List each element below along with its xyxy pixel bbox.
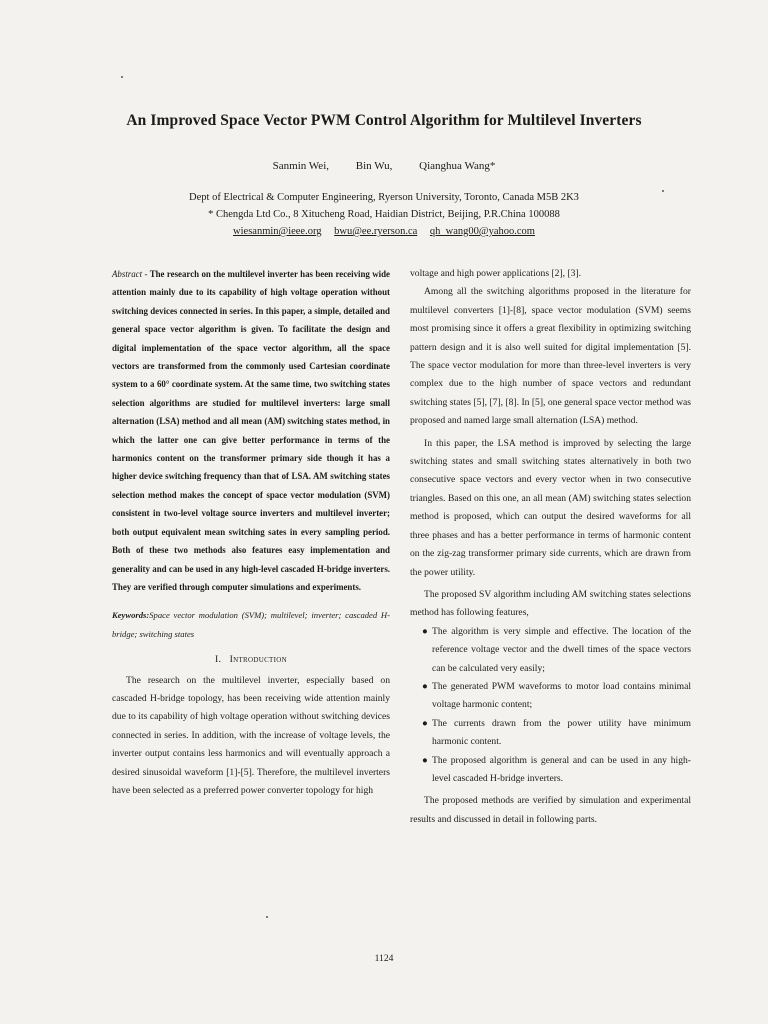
keywords-lead: Keywords:	[112, 610, 150, 621]
keywords	[112, 606, 390, 643]
page-number: 1124	[374, 953, 394, 964]
bullet-icon: ●	[422, 754, 428, 766]
list-item	[422, 623, 691, 678]
scan-speck	[662, 190, 664, 192]
scan-speck	[266, 916, 268, 918]
section-numeral: I.	[215, 654, 222, 666]
list-item	[422, 715, 691, 752]
list-item	[422, 752, 691, 789]
author-name: Sanmin Wei,	[272, 160, 329, 172]
paper-title: An Improved Space Vector PWM Control Algorithm for Multilevel Inverters	[126, 112, 642, 129]
intro-paragraph: The research on the multilevel inverter, especially based on cascaded H-bridge topology, has been receiving wide attention mainly due to its capability of high voltage operation without switching devices connected in series. In addition, with the increase of voltage levels, the inverter output contains less harmonics and will eventually approach a desired sinusoidal waveform [1]-[5]. Therefore, the multilevel inverters have been selected as a preferred power converter topology for high	[112, 674, 390, 796]
email-link[interactable]: bwu@ee.ryerson.ca	[334, 226, 418, 237]
list-item-text: The generated PWM waveforms to motor load contains minimal voltage harmonic content;	[432, 680, 691, 711]
body-paragraph: The proposed methods are verified by simulation and experimental results and discussed in detail in following parts.	[410, 795, 691, 825]
bullet-icon: ●	[422, 680, 428, 692]
author-emails	[0, 226, 768, 237]
email-link[interactable]: qh_wang00@yahoo.com	[429, 226, 535, 237]
list-item	[422, 678, 691, 715]
list-item-text: The currents drawn from the power utility have minimum harmonic content.	[432, 717, 691, 748]
body-paragraph: In this paper, the LSA method is improved by selecting the large switching states and small switching states alternatively in both two consecutive space vectors and every vector when in two consecutive triangles. Based on this one, an all mean (AM) switching states selection method is proposed, which can output the desired waveforms for all three phases and has a better performance in terms of harmonic content on the zig-zag transformer primary side currents, which are drawn from the power utility.	[410, 437, 691, 578]
abstract-text: The research on the multilevel inverter has been receiving wide attention mainly due to its capability of high voltage operation without switching devices connected in series. In this paper, a simple, detailed and general space vector algorithm is given. To facilitate the design and digital implementation of the space vector algorithm, all the space vectors are transformed from the commonly used Cartesian coordinate system to a 60° coordinate system. At the same time, two switching states selection algorithms are studied for multilevel inverters: large small alternation (LSA) method and all mean (AM) switching states method, in which the latter one can give better performance in terms of the harmonics content on the transformer primary side though it has a higher device switching frequency than that of LSA. AM switching states selection method makes the concept of space vector modulation (SVM) consistent in two-level voltage source inverters and multilevel inverter; both output equivalent mean switching sates in every sampling period. Both of these two methods also features easy implementation and generality and can be used in any high-level cascaded H-bridge inverters. They are verified through computer simulations and experiments.	[112, 269, 390, 592]
affiliation-primary: Dept of Electrical & Computer Engineering, Ryerson University, Toronto, Canada M5B 2K3	[189, 192, 579, 203]
scan-speck	[121, 76, 123, 78]
author-list	[0, 160, 768, 172]
author-name: Qianghua Wang*	[419, 160, 496, 172]
list-item-text: The algorithm is very simple and effective. The location of the reference voltage vector and the dwell times of the space vectors can be calculated very easily;	[432, 625, 691, 674]
section-heading	[112, 651, 390, 669]
section-title: Introduction	[229, 654, 287, 666]
bullet-icon: ●	[422, 625, 428, 637]
abstract	[112, 265, 390, 596]
email-link[interactable]: wiesanmin@ieee.org	[233, 226, 322, 237]
abstract-lead: Abstract -	[112, 269, 148, 279]
body-paragraph: The proposed SV algorithm including AM switching states selections method has following features,	[410, 588, 691, 619]
keywords-text: Space vector modulation (SVM); multilevel; inverter; cascaded H-bridge; switching states	[112, 610, 390, 639]
body-paragraph: Among all the switching algorithms proposed in the literature for multilevel converters [1]-[8], space vector modulation (SVM) seems most promising since it offers a great flexibility in optimizing switching pattern design and it is also well suited for digital implementation [5]. The space vector modulation for more than three-level inverters is very complex due to the high number of space vectors and redundant switching states [5], [7], [8]. In [5], one general space vector method was proposed and named large small alternation (LSA) method.	[410, 286, 691, 427]
bullet-icon: ●	[422, 717, 428, 729]
right-column	[410, 265, 691, 829]
body-paragraph: voltage and high power applications [2], [3].	[410, 268, 582, 279]
left-column	[112, 265, 390, 800]
author-name: Bin Wu,	[355, 160, 393, 172]
list-item-text: The proposed algorithm is general and can be used in any high-level cascaded H-bridge inverters.	[432, 754, 691, 784]
feature-list	[410, 623, 691, 789]
affiliation-secondary: * Chengda Ltd Co., 8 Xitucheng Road, Haidian District, Beijing, P.R.China 100088	[208, 209, 560, 220]
